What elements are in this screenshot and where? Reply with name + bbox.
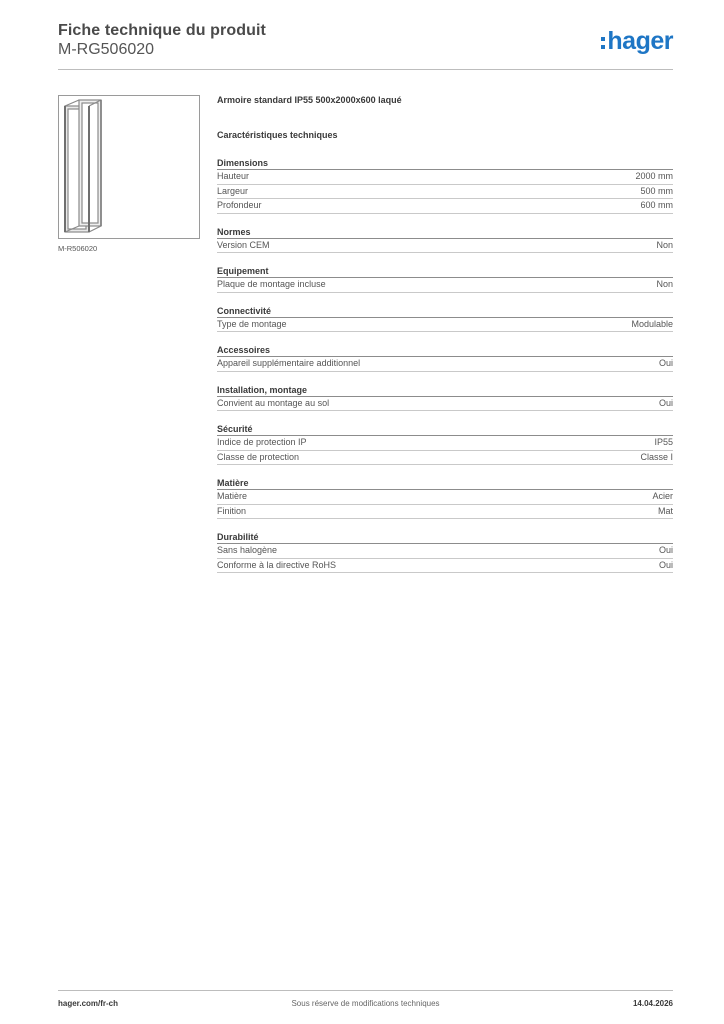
spec-label: Classe de protection [217,451,300,462]
hager-logo [601,28,673,54]
group-title: Normes [217,226,673,239]
logo-mark-icon [601,37,605,54]
spec-value: 500 mm [640,185,673,196]
footer-disclaimer: Sous réserve de modifications techniques [291,999,440,1008]
spec-value: Acier [652,491,673,501]
image-caption: M-R506020 [58,244,98,253]
spec-row [217,239,673,254]
spec-groups [217,157,673,573]
spec-group [217,477,673,519]
spec-group [217,226,673,254]
spec-row [217,397,673,412]
spec-row [217,357,673,372]
group-title: Equipement [217,265,673,278]
spec-row [217,278,673,293]
spec-label: Plaque de montage incluse [217,279,326,289]
spec-row [217,436,673,451]
spec-group [217,305,673,333]
spec-group [217,265,673,293]
cabinet-frame-icon [59,96,199,238]
spec-value: Mat [657,505,673,516]
footer-date: 14.04.2026 [632,999,673,1008]
spec-value: Oui [658,545,673,555]
spec-row [217,451,673,466]
spec-group [217,384,673,412]
product-name: Armoire standard IP55 500x2000x600 laqué [217,95,402,105]
document-title: Fiche technique du produit [58,22,266,39]
spec-row [217,185,673,200]
spec-value: Classe I [640,451,673,462]
spec-label: Convient au montage au sol [217,397,330,408]
spec-value: Modulable [631,318,673,329]
spec-label: Appareil supplémentaire additionnel [217,358,361,368]
spec-group [217,344,673,372]
spec-label: Version CEM [217,239,270,250]
group-title: Sécurité [217,423,673,436]
spec-label: Sans halogène [217,545,278,555]
spec-label: Hauteur [217,171,250,181]
group-title: Accessoires [217,344,673,357]
spec-value: Oui [658,358,673,368]
group-title: Durabilité [217,531,673,544]
spec-row [217,505,673,520]
logo-text: hager [607,27,673,55]
spec-label: Finition [217,505,247,516]
spec-row [217,318,673,333]
spec-label: Type de montage [217,318,287,329]
page-footer [58,990,673,1013]
spec-value: Non [656,239,673,250]
spec-row [217,490,673,505]
spec-label: Largeur [217,185,249,196]
product-image [58,95,200,239]
section-title: Caractéristiques techniques [217,130,338,140]
spec-group [217,423,673,465]
product-reference: M-RG506020 [58,41,155,58]
spec-row [217,170,673,185]
spec-row [217,559,673,574]
spec-label: Matière [217,491,248,501]
spec-value: Oui [658,397,673,408]
spec-label: Profondeur [217,200,262,210]
spec-value: 2000 mm [635,171,673,181]
group-title: Connectivité [217,305,673,318]
spec-value: IP55 [654,437,673,447]
group-title: Installation, montage [217,384,673,397]
group-title: Dimensions [217,157,673,170]
spec-group [217,157,673,214]
spec-value: 600 mm [640,200,673,210]
spec-value: Oui [658,559,673,570]
spec-group [217,531,673,573]
spec-value: Non [656,279,673,289]
page-header [58,22,673,70]
group-title: Matière [217,477,673,490]
spec-row [217,544,673,559]
spec-content [217,95,673,573]
spec-label: Conforme à la directive RoHS [217,559,337,570]
spec-row [217,199,673,214]
footer-website[interactable]: hager.com/fr-ch [58,999,119,1008]
spec-label: Indice de protection IP [217,437,307,447]
